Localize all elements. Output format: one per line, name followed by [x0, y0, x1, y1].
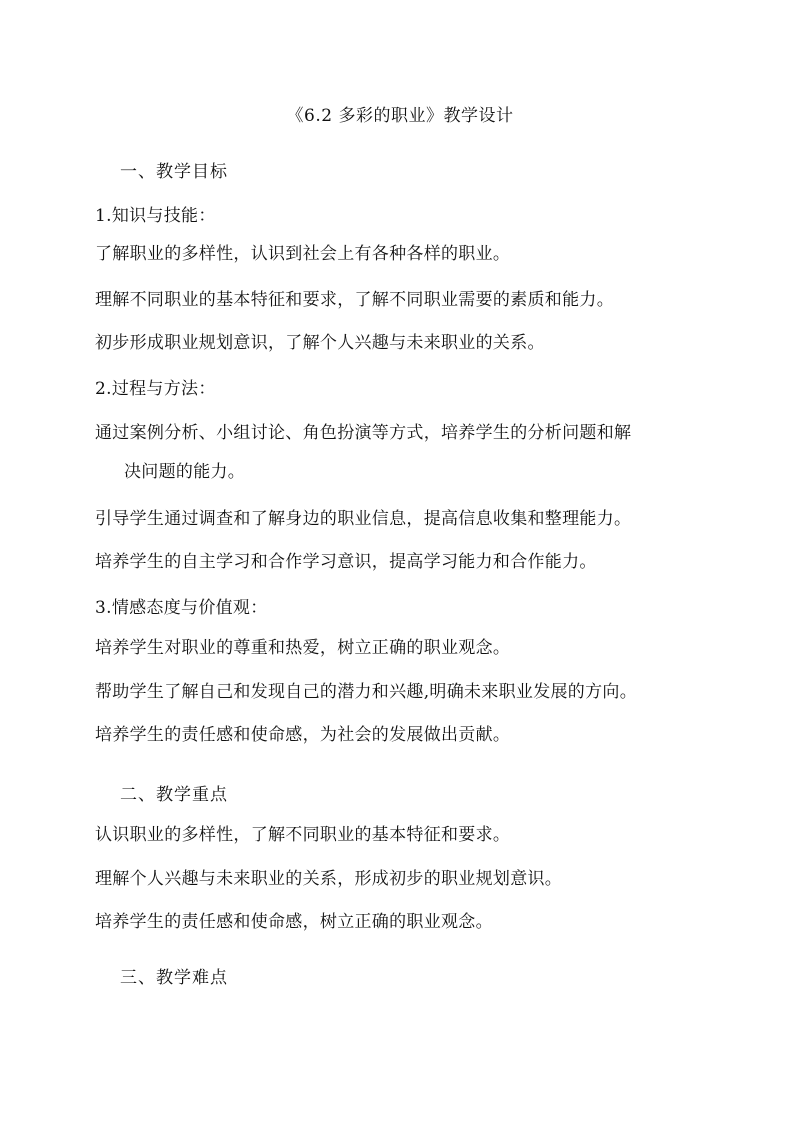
subheading-knowledge-skills: 1.知识与技能：: [95, 206, 216, 226]
paragraph-continuation: 决问题的能力。: [124, 462, 246, 482]
paragraph: 理解不同职业的基本特征和要求，了解不同职业需要的素质和能力。: [95, 290, 614, 310]
paragraph: 帮助学生了解自己和发现自己的潜力和兴趣,明确未来职业发展的方向。: [95, 682, 638, 702]
paragraph: 引导学生通过调查和了解身边的职业信息，提高信息收集和整理能力。: [95, 509, 632, 529]
paragraph: 培养学生的自主学习和合作学习意识，提高学习能力和合作能力。: [95, 552, 597, 572]
section-heading-difficulties: 三、教学难点: [120, 968, 228, 988]
paragraph: 通过案例分析、小组讨论、角色扮演等方式，培养学生的分析问题和解: [95, 423, 632, 443]
document-title: 《6.2 多彩的职业》教学设计: [286, 106, 514, 126]
subheading-emotion-values: 3.情感态度与价值观：: [95, 598, 268, 618]
paragraph: 培养学生的责任感和使命感，为社会的发展做出贡献。: [95, 725, 511, 745]
subheading-process-methods: 2.过程与方法：: [95, 379, 216, 399]
section-heading-key-points: 二、教学重点: [120, 785, 228, 805]
paragraph: 初步形成职业规划意识，了解个人兴趣与未来职业的关系。: [95, 333, 545, 353]
paragraph: 培养学生对职业的尊重和热爱，树立正确的职业观念。: [95, 638, 511, 658]
paragraph: 了解职业的多样性，认识到社会上有各种各样的职业。: [95, 244, 511, 264]
paragraph: 培养学生的责任感和使命感，树立正确的职业观念。: [95, 912, 493, 932]
paragraph: 认识职业的多样性，了解不同职业的基本特征和要求。: [95, 825, 511, 845]
section-heading-objectives: 一、教学目标: [120, 162, 228, 182]
paragraph: 理解个人兴趣与未来职业的关系，形成初步的职业规划意识。: [95, 869, 563, 889]
